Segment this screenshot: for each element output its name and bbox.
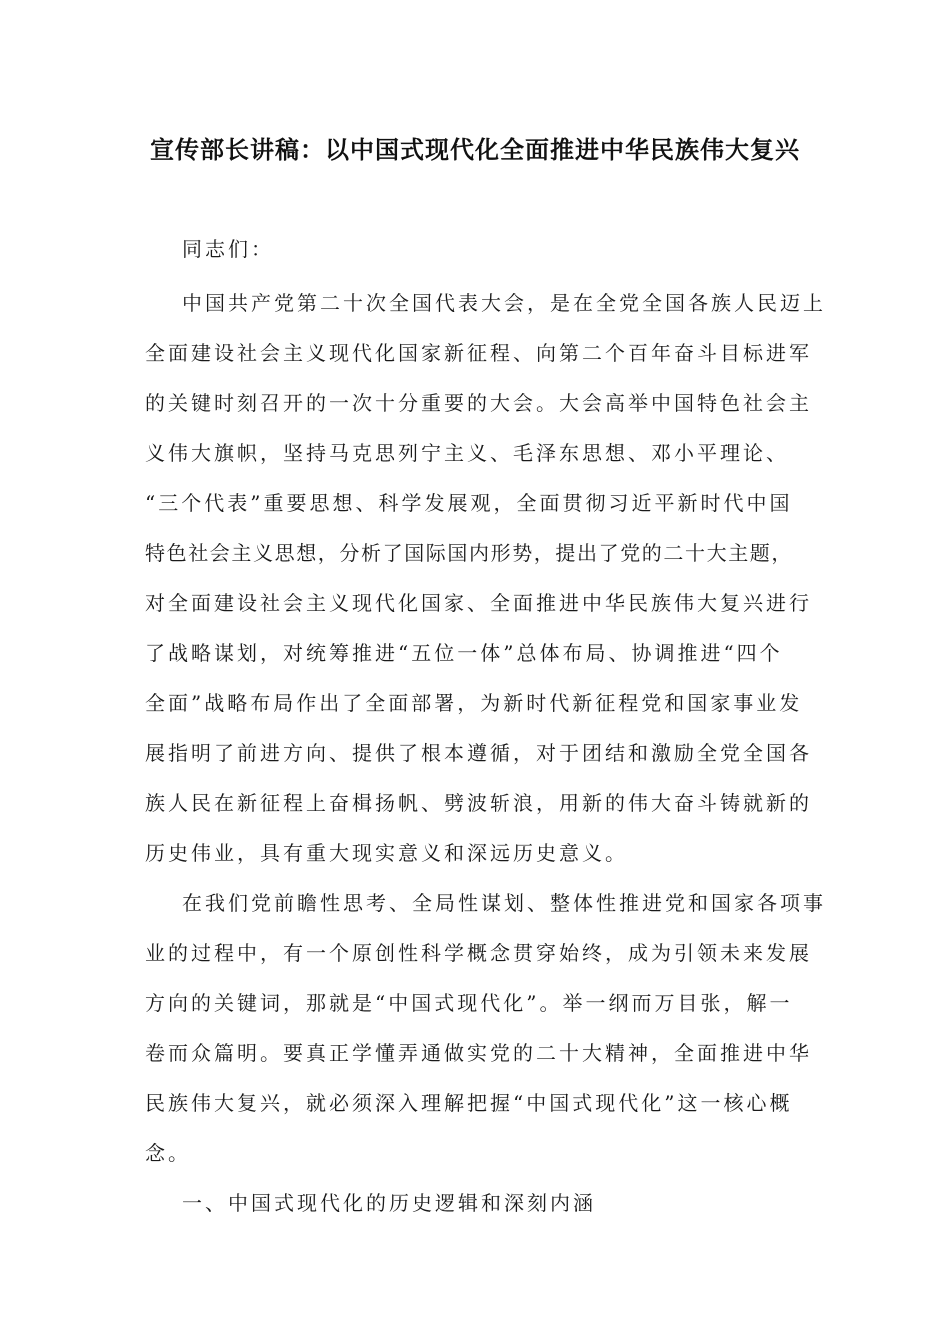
paragraph-1-line: 特色社会主义思想，分析了国际国内形势，提出了党的二十大主题， xyxy=(145,541,793,565)
paragraph-1-line: “三个代表”重要思想、科学发展观，全面贯彻习近平新时代中国 xyxy=(145,491,793,515)
paragraph-1-line: 义伟大旗帜，坚持马克思列宁主义、毛泽东思想、邓小平理论、 xyxy=(145,441,789,465)
paragraph-1-line: 的关键时刻召开的一次十分重要的大会。大会高举中国特色社会主 xyxy=(145,391,812,415)
paragraph-1-line: 族人民在新征程上奋楫扬帆、劈波斩浪，用新的伟大奋斗铸就新的 xyxy=(145,791,812,815)
paragraph-1-line: 展指明了前进方向、提供了根本遵循，对于团结和激励全党全国各 xyxy=(145,741,812,765)
paragraph-2-line: 民族伟大复兴，就必须深入理解把握“中国式现代化”这一核心概 xyxy=(145,1091,793,1115)
paragraph-1-line: 对全面建设社会主义现代化国家、全面推进中华民族伟大复兴进行 xyxy=(145,591,812,615)
greeting: 同志们： xyxy=(182,237,274,261)
paragraph-2-line: 业的过程中，有一个原创性科学概念贯穿始终，成为引领未来发展 xyxy=(145,941,812,965)
document-title: 宣传部长讲稿：以中国式现代化全面推进中华民族伟大复兴 xyxy=(150,136,800,164)
section-heading: 一、中国式现代化的历史逻辑和深刻内涵 xyxy=(182,1191,596,1215)
paragraph-2-line: 在我们党前瞻性思考、全局性谋划、整体性推进党和国家各项事 xyxy=(182,891,826,915)
paragraph-2-line: 方向的关键词，那就是“中国式现代化”。举一纲而万目张，解一 xyxy=(145,991,793,1015)
paragraph-1-line: 全面建设社会主义现代化国家新征程、向第二个百年奋斗目标进军 xyxy=(145,341,812,365)
paragraph-1-line: 中国共产党第二十次全国代表大会，是在全党全国各族人民迈上 xyxy=(182,291,826,315)
paragraph-2-line: 卷而众篇明。要真正学懂弄通做实党的二十大精神，全面推进中华 xyxy=(145,1041,812,1065)
paragraph-1-line: 历史伟业，具有重大现实意义和深远历史意义。 xyxy=(145,841,628,865)
paragraph-2-line: 念。 xyxy=(145,1141,191,1165)
paragraph-1-line: 了战略谋划，对统筹推进“五位一体”总体布局、协调推进“四个 xyxy=(145,641,783,665)
paragraph-1-line: 全面”战略布局作出了全面部署，为新时代新征程党和国家事业发 xyxy=(145,691,803,715)
